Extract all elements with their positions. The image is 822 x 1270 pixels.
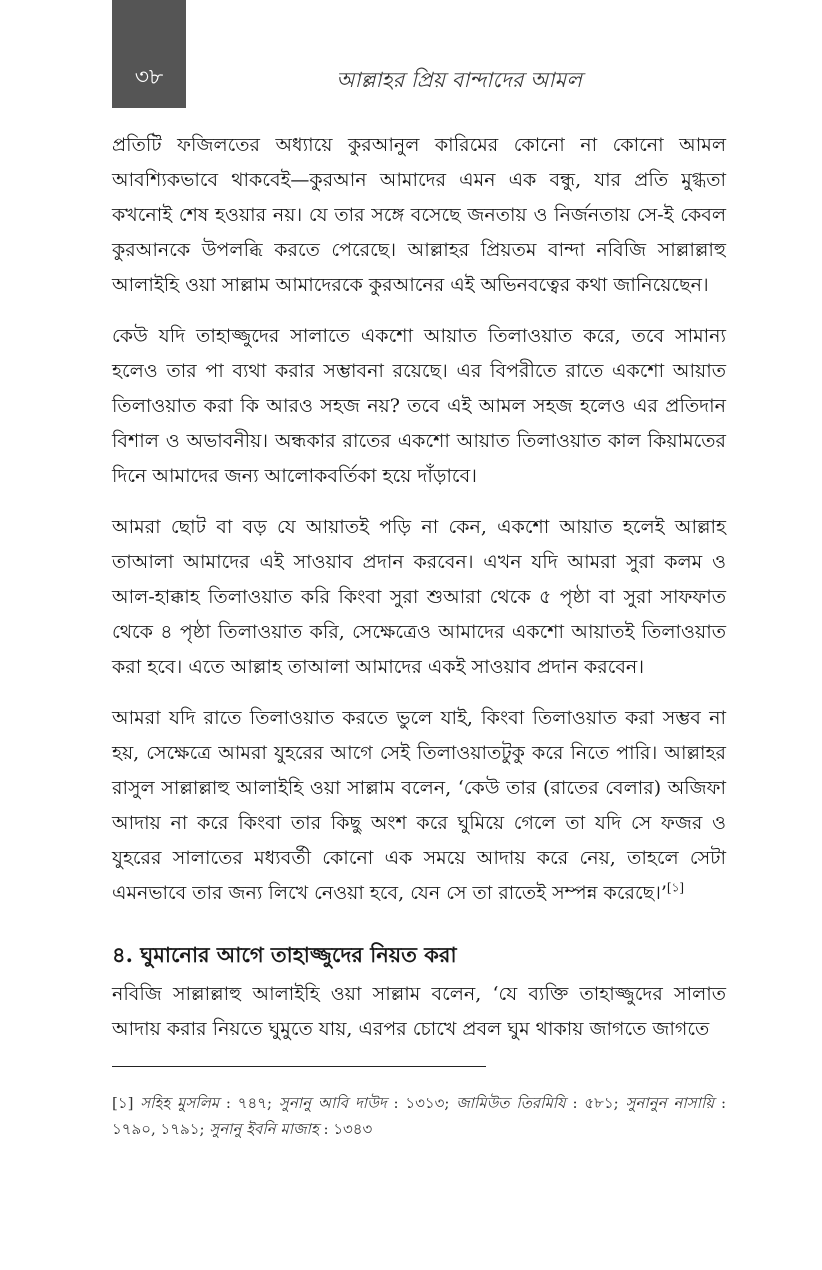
footnote-source: সুনানু ইবনি মাজাহ xyxy=(209,1120,319,1138)
paragraph-1: প্রতিটি ফজিলতের অধ্যায়ে কুরআনুল কারিমের কোনো না কোনো আমল আবশ্যিকভাবে থাকবেই—কুরআন আমাদের এমন এক বন্ধু, যার প্রতি মুগ্ধতা কখনোই শেষ হওয়ার নয়। যে তার সঙ্গে বসেছে জনতায় ও নির্জনতায় সে-ই কেবল কুরআনকে উপলব্ধি করতে পেরেছে। আল্লাহর প্রিয়তম বান্দা নবিজি সাল্লাল্লাহু আলাইহি ওয়া সাল্লাম আমাদেরকে কুরআনের এই অভিনবত্বের কথা জানিয়েছেন। xyxy=(112,134,726,296)
paragraph-2: কেউ যদি তাহাজ্জুদের সালাতে একশো আয়াত তিলাওয়াত করে, তবে সামান্য হলেও তার পা ব্যথা করার সম্ভাবনা রয়েছে। এর বিপরীতে রাতে একশো আয়াত তিলাওয়াত করা কি আরও সহজ নয়? তবে এই আমল সহজ হলেও এর প্রতিদান বিশাল ও অভাবনীয়। অন্ধকার রাতের একশো আয়াত তিলাওয়াত কাল কিয়ামতের দিনে আমাদের জন্য আলোকবর্তিকা হয়ে দাঁড়াবে। xyxy=(112,325,726,487)
footnote xyxy=(112,1090,726,1142)
footnote-source: সুনানুন নাসায়ি xyxy=(625,1094,715,1112)
section-heading: ৪. ঘুমানোর আগে তাহাজ্জুদের নিয়ত করা xyxy=(112,942,457,967)
footnote-source: জামিউত তিরমিযি xyxy=(456,1094,566,1112)
running-header-title: আল্লাহর প্রিয় বান্দাদের আমল xyxy=(336,68,582,92)
body-text xyxy=(112,128,726,1063)
paragraph-3: আমরা ছোট বা বড় যে আয়াতই পড়ি না কেন, একশো আয়াত হলেই আল্লাহ তাআলা আমাদের এই সাওয়াব প্রদান করবেন। এখন যদি আমরা সুরা কলম ও আল-হাক্কাহ তিলাওয়াত করি কিংবা সুরা শুআরা থেকে ৫ পৃষ্ঠা বা সুরা সাফফাত থেকে ৪ পৃষ্ঠা তিলাওয়াত করি, সেক্ষেত্রেও আমাদের একশো আয়াতই তিলাওয়াত করা হবে। এতে আল্লাহ তাআলা আমাদের একই সাওয়াব প্রদান করবেন। xyxy=(112,516,726,678)
footnote-source: সুনানু আবি দাউদ xyxy=(278,1094,387,1112)
section-paragraph: নবিজি সাল্লাল্লাহু আলাইহি ওয়া সাল্লাম বলেন, ‘যে ব্যক্তি তাহাজ্জুদের সালাত আদায় করার নিয়তে ঘুমুতে যায়, এরপর চোখে প্রবল ঘুম থাকায় জাগতে জাগতে xyxy=(112,983,726,1040)
footnote-number: : ১৭৯০, ১৭৯১; xyxy=(112,1094,726,1138)
footnote-marker: [১] xyxy=(112,1094,134,1112)
page-number-tab xyxy=(112,0,186,108)
footnote-number: : ১৩১৩; xyxy=(386,1094,457,1112)
page-number: ৩৮ xyxy=(134,65,164,90)
paragraph-4-text: আমরা যদি রাতে তিলাওয়াত করতে ভুলে যাই, কিংবা তিলাওয়াত করা সম্ভব না হয়, সেক্ষেত্রে আমরা যুহরের আগে সেই তিলাওয়াতটুকু করে নিতে পারি। আল্লাহর রাসুল সাল্লাল্লাহু আলাইহি ওয়া সাল্লাম বলেন, ‘কেউ তার (রাতের বেলার) অজিফা আদায় না করে কিংবা তার কিছু অংশ করে ঘুমিয়ে গেলে তা যদি সে ফজর ও যুহরের সালাতের মধ্যবর্তী কোনো এক সময়ে আদায় করে নেয়, তাহলে সেটা এমনভাবে তার জন্য লিখে নেওয়া হবে, যেন সে তা রাতেই সম্পন্ন করেছে।’ xyxy=(112,707,726,904)
footnote-number: : ৭৪৭; xyxy=(219,1094,279,1112)
paragraph-4 xyxy=(112,701,726,911)
footnote-number: : ১৩৪৩ xyxy=(318,1120,373,1138)
footnote-source: সহিহ মুসলিম xyxy=(140,1094,220,1112)
footnote-number: : ৫৮১; xyxy=(565,1094,626,1112)
footnote-reference[interactable]: [১] xyxy=(666,880,685,895)
footnote-divider xyxy=(112,1066,486,1067)
